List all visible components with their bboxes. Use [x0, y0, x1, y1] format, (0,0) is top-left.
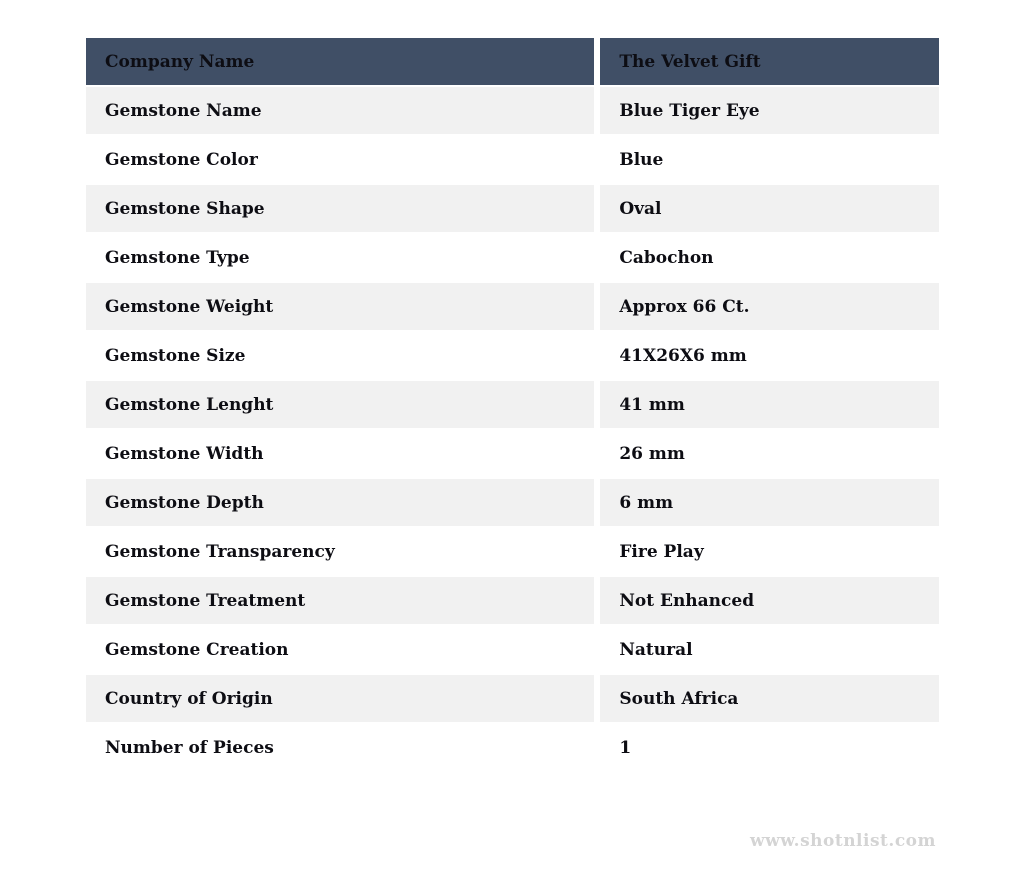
- row-value-cell: 26 mm: [600, 430, 939, 479]
- row-label-cell: Gemstone Treatment: [86, 577, 600, 626]
- table-row: [86, 675, 939, 724]
- row-label-cell: Gemstone Type: [86, 234, 600, 283]
- table-row: [86, 479, 939, 528]
- gemstone-spec-table-container: [86, 38, 939, 773]
- row-label-cell: Country of Origin: [86, 675, 600, 724]
- row-label-cell: Gemstone Weight: [86, 283, 600, 332]
- row-value-cell: 41X26X6 mm: [600, 332, 939, 381]
- table-row: [86, 234, 939, 283]
- table-row: [86, 626, 939, 675]
- row-value-cell: Oval: [600, 185, 939, 234]
- header-label-cell: Company Name: [86, 38, 600, 87]
- row-label-cell: Gemstone Lenght: [86, 381, 600, 430]
- row-value-cell: Cabochon: [600, 234, 939, 283]
- table-row: [86, 332, 939, 381]
- row-label-cell: Gemstone Transparency: [86, 528, 600, 577]
- row-label-cell: Gemstone Creation: [86, 626, 600, 675]
- row-label-cell: Gemstone Name: [86, 87, 600, 136]
- table-row: [86, 430, 939, 479]
- table-row: [86, 283, 939, 332]
- table-row: [86, 577, 939, 626]
- row-label-cell: Gemstone Depth: [86, 479, 600, 528]
- row-label-cell: Gemstone Color: [86, 136, 600, 185]
- row-value-cell: Fire Play: [600, 528, 939, 577]
- header-value-cell: The Velvet Gift: [600, 38, 939, 87]
- row-value-cell: Natural: [600, 626, 939, 675]
- table-row: [86, 528, 939, 577]
- row-label-cell: Gemstone Shape: [86, 185, 600, 234]
- header-row: [86, 38, 939, 87]
- row-value-cell: 1: [600, 724, 939, 773]
- row-label-cell: Number of Pieces: [86, 724, 600, 773]
- table-row: [86, 136, 939, 185]
- row-value-cell: 41 mm: [600, 381, 939, 430]
- watermark-text: www.shotnlist.com: [749, 831, 936, 851]
- spec-table-body: [86, 87, 939, 773]
- row-value-cell: Blue Tiger Eye: [600, 87, 939, 136]
- spec-table-header: [86, 38, 939, 87]
- table-row: [86, 724, 939, 773]
- row-label-cell: Gemstone Size: [86, 332, 600, 381]
- row-value-cell: Approx 66 Ct.: [600, 283, 939, 332]
- row-value-cell: Blue: [600, 136, 939, 185]
- row-label-cell: Gemstone Width: [86, 430, 600, 479]
- row-value-cell: Not Enhanced: [600, 577, 939, 626]
- row-value-cell: South Africa: [600, 675, 939, 724]
- table-row: [86, 87, 939, 136]
- gemstone-spec-table: [86, 38, 939, 773]
- table-row: [86, 381, 939, 430]
- table-row: [86, 185, 939, 234]
- row-value-cell: 6 mm: [600, 479, 939, 528]
